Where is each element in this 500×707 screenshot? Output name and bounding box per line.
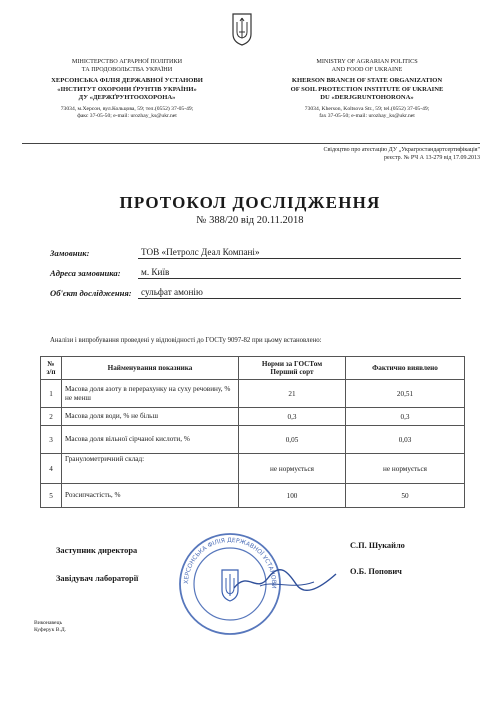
row-actual: 20,51	[346, 380, 465, 408]
table-row	[41, 380, 465, 408]
row-actual: 0,3	[346, 408, 465, 426]
table-row	[41, 426, 465, 454]
ministry-name-en: MINISTRY OF AGRARIAN POLITICS AND FOOD OF UKRAINE	[316, 58, 418, 74]
analysis-intro: Аналізи і випробування проведені у відповідності до ГОСТу 9097-82 при цьому встановлено:	[50, 337, 322, 344]
protocol-number: № 388/20 від 20.11.2018	[196, 215, 304, 226]
ministry-name-ua: МІНІСТЕРСТВО АГРАРНОЇ ПОЛІТИКИ ТА ПРОДОВОЛЬСТВА УКРАЇНИ	[71, 58, 183, 74]
row-num: 2	[41, 408, 62, 426]
header-num: № з/п	[41, 357, 62, 380]
row-norm: 100	[239, 484, 346, 508]
branch-name-ua: ХЕРСОНСЬКА ФІЛІЯ ДЕРЖАВНОЇ УСТАНОВИ «ІНСТИТУТ ОХОРОНИ ҐРУНТІВ УКРАЇНИ» ДУ «ДЕРЖҐРУНТООХОРОНА»	[51, 77, 203, 101]
research-object-label: Об'єкт дослідження:	[50, 288, 132, 298]
row-norm: 21	[239, 380, 346, 408]
signatory-role-lab-head: Завідувач лабораторії	[56, 574, 139, 583]
customer-address-label: Адреса замовника:	[50, 268, 121, 278]
prepared-by	[34, 620, 66, 634]
header-norm: Норми за ГОСТом Перший сорт	[239, 357, 346, 380]
customer-value: ТОВ «Петролс Деал Компані»	[138, 246, 461, 259]
header-divider	[22, 143, 480, 144]
row-name: Масова доля води, % не більш	[62, 408, 239, 426]
row-actual: 0,03	[346, 426, 465, 454]
table-row	[41, 484, 465, 508]
prepared-by-label: Виконавець	[34, 620, 63, 626]
row-norm: 0,05	[239, 426, 346, 454]
row-num: 1	[41, 380, 62, 408]
signatory-name-lab-head: О.Б. Попович	[350, 567, 402, 576]
row-name: Гранулометричний склад:	[62, 454, 239, 484]
prepared-by-name: Куферук В.Д.	[34, 627, 67, 633]
signatory-name-deputy: С.П. Шукайло	[350, 541, 405, 550]
row-actual: не нормується	[346, 454, 465, 484]
accreditation-certificate: Свідоцтво про атестацію ДУ „Украгростандартсертифікація" реєстр. № РЧ А 13-279 від 17.09.2013	[323, 147, 480, 161]
row-num: 3	[41, 426, 62, 454]
signatory-role-deputy: Заступник директора	[56, 546, 138, 555]
results-table	[40, 356, 465, 508]
address-ua: 73034, м.Херсон, вул.Кольцова, 59; тел.(0552) 37-05-49; факс 37-05-50; e-mail: urozhay_ks@ukr.net	[60, 106, 194, 120]
branch-name-en: KHERSON BRANCH OF STATE ORGANIZATION OF SOIL PROTECTION INSTITUTE OF UKRAINE DU «DERJGRUNTOHORONA»	[290, 77, 444, 101]
row-norm: не нормується	[239, 454, 346, 484]
row-num: 4	[41, 454, 62, 484]
organization-header-en	[262, 58, 472, 120]
customer-label: Замовник:	[50, 248, 90, 258]
table-row	[41, 408, 465, 426]
seal-text: ХЕРСОНСЬКА ФІЛІЯ ДЕРЖАВНОЇ УСТАНОВИ	[182, 536, 278, 589]
table-header-row	[41, 357, 465, 380]
row-name: Масова доля азоту в перерахунку на суху речовину, % не менш	[62, 380, 239, 408]
customer-address-value: м. Київ	[138, 266, 461, 279]
row-norm: 0,3	[239, 408, 346, 426]
organization-header-ua	[22, 58, 232, 120]
row-actual: 50	[346, 484, 465, 508]
coat-of-arms-icon	[231, 12, 253, 46]
signature-mark	[230, 566, 340, 596]
document-title: ПРОТОКОЛ ДОСЛІДЖЕННЯ	[119, 193, 381, 212]
row-name: Масова доля вільної сірчаної кислоти, %	[62, 426, 239, 454]
header-name: Найменування показника	[62, 357, 239, 380]
address-en: 73034, Kherson, Koltsova Str., 59; tel.(0552) 37-05-49; fax 37-05-50; e-mail: urozhay_ks@ukr.net	[304, 106, 430, 120]
research-object-value: сульфат амонію	[138, 286, 461, 299]
table-row	[41, 454, 465, 484]
row-name: Розсипчастість, %	[62, 484, 239, 508]
header-actual: Фактично виявлено	[346, 357, 465, 380]
row-num: 5	[41, 484, 62, 508]
